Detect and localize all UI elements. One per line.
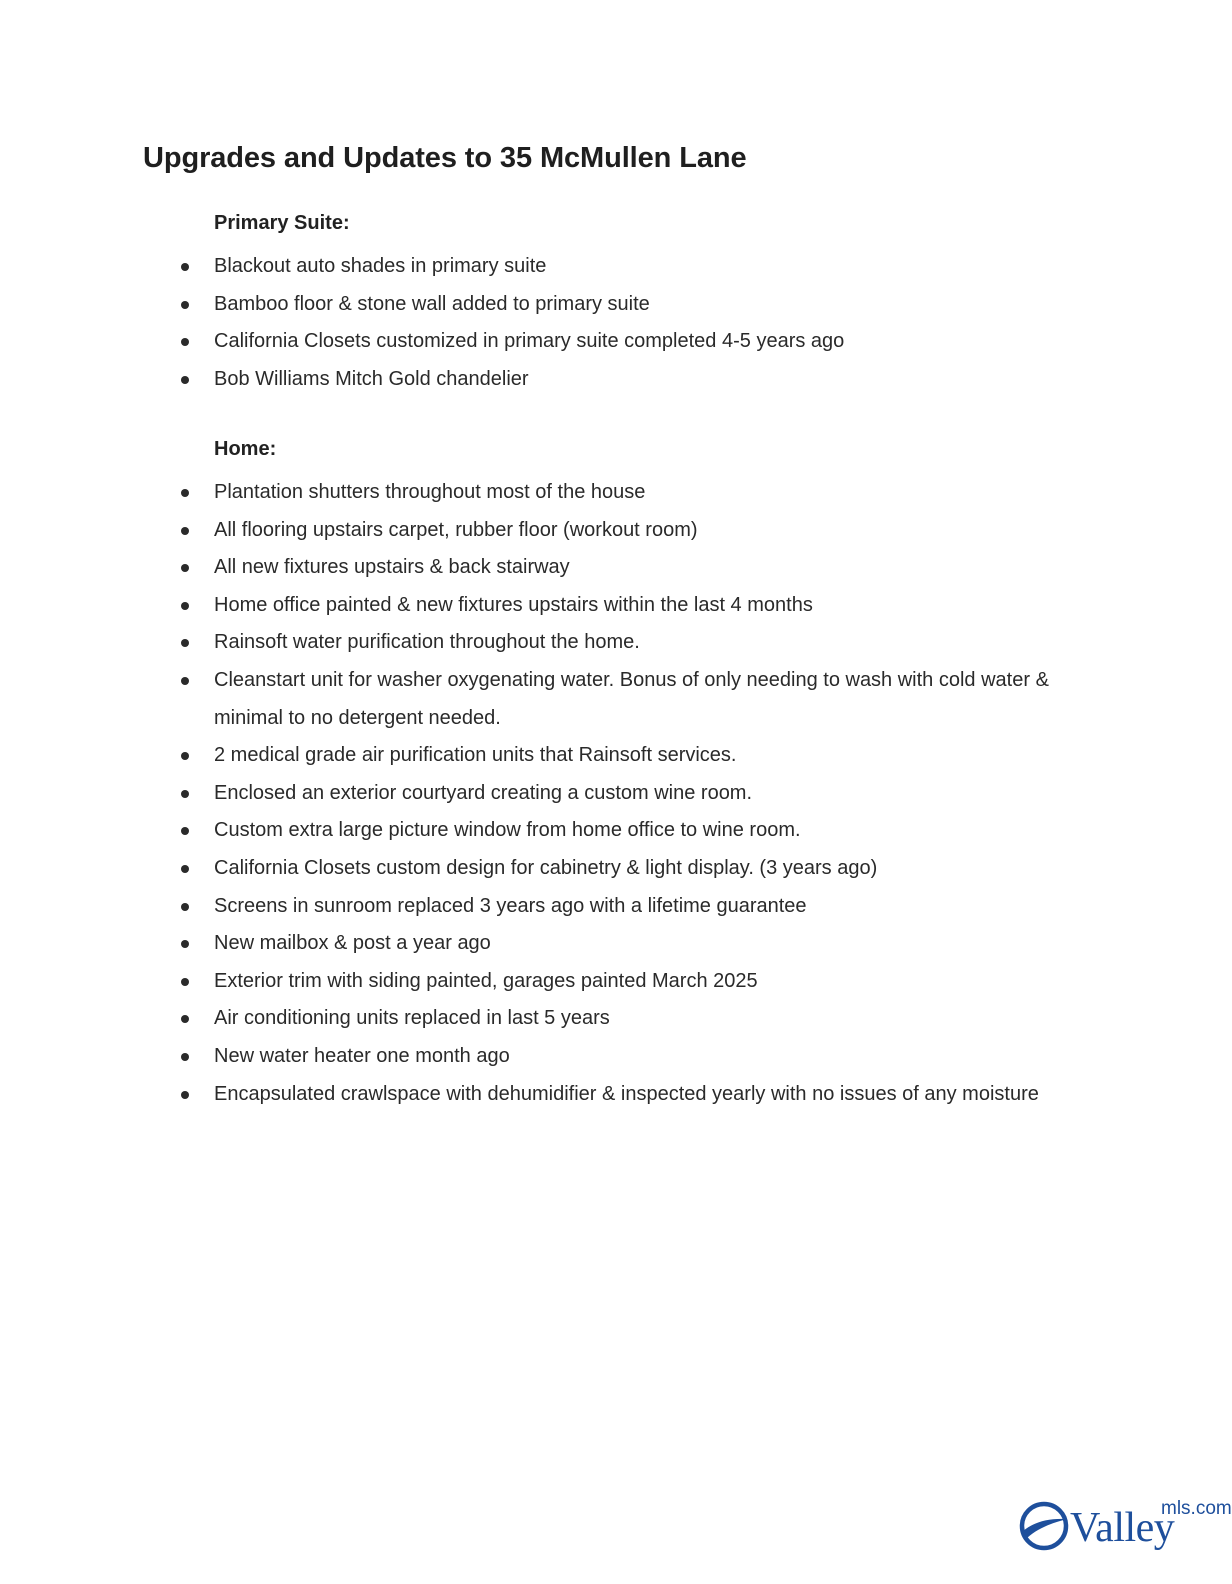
valley-swoosh-logo-icon [1018,1500,1070,1552]
list-item [0,1076,1054,1114]
list-item-text: Encapsulated crawlspace with dehumidifier & inspected yearly with no issues of any moisture [214,1082,1039,1105]
page-title: Upgrades and Updates to 35 McMullen Lane [143,142,747,174]
list-item-text: Air conditioning units replaced in last 5 years [214,1007,610,1030]
bullet-icon [181,639,189,647]
bullet-icon [181,338,189,346]
bullet-icon [181,865,189,873]
list-item [0,286,1054,324]
bullet-icon [181,903,189,911]
list-item-text: California Closets custom design for cabinetry & light display. (3 years ago) [214,856,878,879]
list-item [0,361,1054,399]
list-item [0,549,1054,587]
bullet-icon [181,978,189,986]
list-item [0,248,1054,286]
list-item [0,1000,1054,1038]
list-item [0,624,1054,662]
list-item [0,963,1054,1001]
bullet-icon [181,677,189,685]
list-item-text: New water heater one month ago [214,1044,510,1067]
list-item-text: California Closets customized in primary suite completed 4-5 years ago [214,330,845,353]
bullet-icon [181,301,189,309]
list-item [0,587,1054,625]
list-item-text: Screens in sunroom replaced 3 years ago with a lifetime guarantee [214,894,807,917]
list-item [0,1038,1054,1076]
list-item-text: Cleanstart unit for washer oxygenating water. Bonus of only needing to wash with cold water & minimal to no detergent needed. [214,668,1049,729]
list-item-text: Home office painted & new fixtures upstairs within the last 4 months [214,593,813,616]
bullet-icon [181,564,189,572]
section-heading: Home: [214,438,277,460]
bullet-icon [181,940,189,948]
bullet-icon [181,489,189,497]
list-item-text: New mailbox & post a year ago [214,932,491,955]
list-item [0,323,1054,361]
bullet-list [0,474,1224,1113]
bullet-list [0,248,1224,398]
bullet-icon [181,827,189,835]
section-heading: Primary Suite: [214,212,350,234]
list-item [0,512,1054,550]
bullet-icon [181,790,189,798]
list-item-text: Enclosed an exterior courtyard creating a custom wine room. [214,781,753,804]
bullet-icon [181,1053,189,1061]
bullet-icon [181,752,189,760]
list-item [0,888,1054,926]
list-item [0,925,1054,963]
list-item-text: All flooring upstairs carpet, rubber floor (workout room) [214,518,698,541]
list-item-text: All new fixtures upstairs & back stairway [214,556,570,579]
bullet-icon [181,1091,189,1099]
list-item-text: Exterior trim with siding painted, garages painted March 2025 [214,969,758,992]
list-item-text: Bob Williams Mitch Gold chandelier [214,367,529,390]
logo-wordmark: Valley [1070,1505,1175,1551]
bullet-icon [181,263,189,271]
list-item [0,775,1054,813]
list-item-text: Bamboo floor & stone wall added to primary suite [214,292,650,315]
list-item-text: Custom extra large picture window from home office to wine room. [214,819,801,842]
list-item-text: Plantation shutters throughout most of the house [214,481,646,503]
list-item-text: Rainsoft water purification throughout the home. [214,631,640,654]
list-item [0,474,1054,512]
list-item [0,850,1054,888]
list-item [0,812,1054,850]
valleymls-logo [1018,1498,1232,1558]
list-item [0,737,1054,775]
bullet-icon [181,376,189,384]
bullet-icon [181,527,189,535]
logo-domain-suffix: mls.com [1161,1498,1232,1519]
list-item-text: Blackout auto shades in primary suite [214,255,547,277]
bullet-icon [181,602,189,610]
list-item [0,662,1054,737]
bullet-icon [181,1015,189,1023]
list-item-text: 2 medical grade air purification units that Rainsoft services. [214,744,737,767]
